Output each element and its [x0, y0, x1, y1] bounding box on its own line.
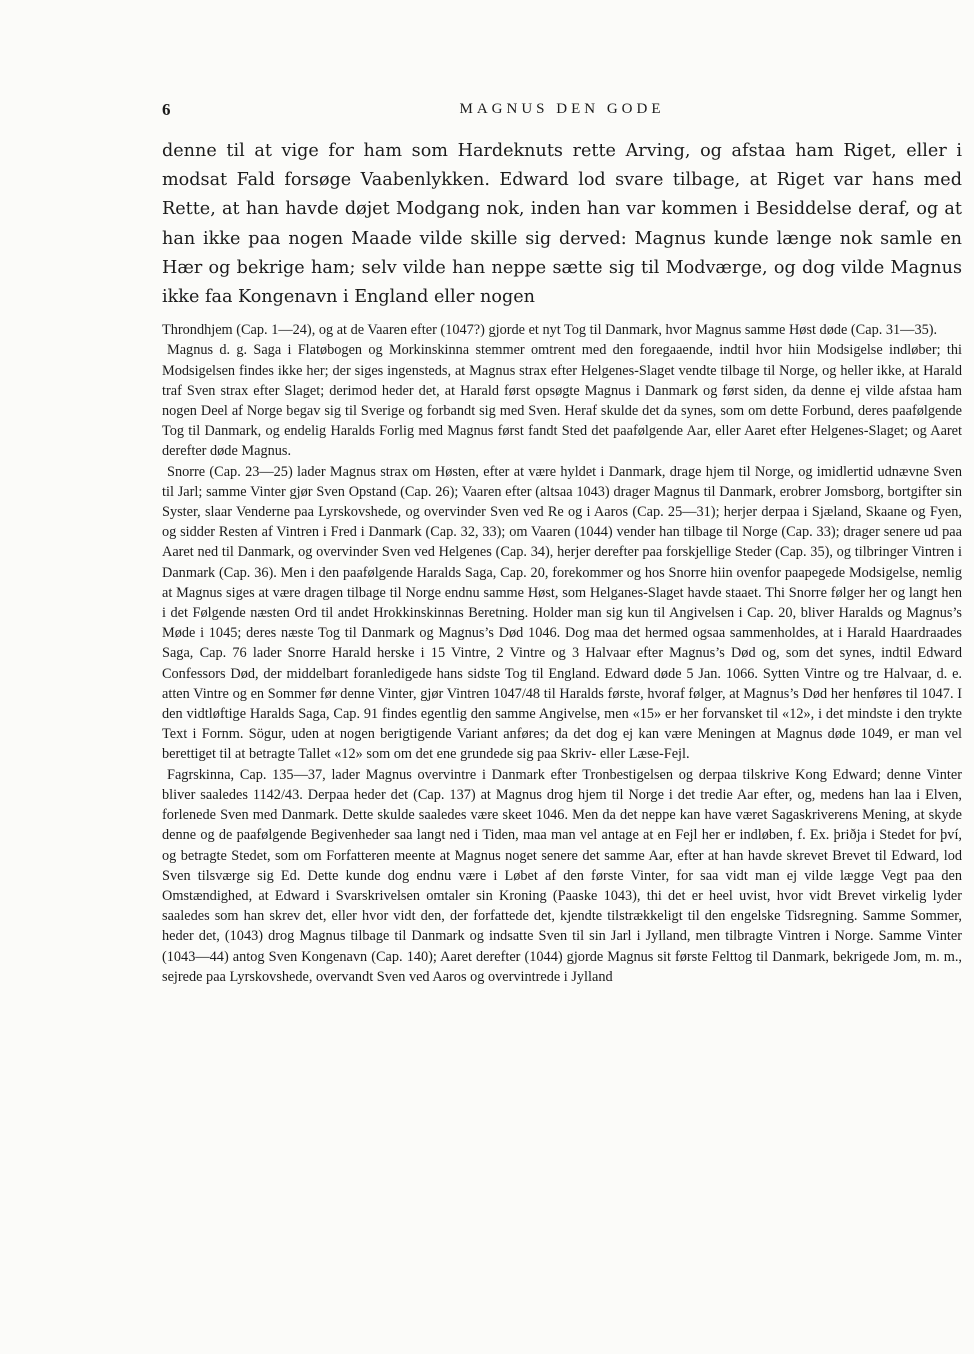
footnotes — [162, 320, 962, 987]
main-paragraph: denne til at vige for ham som Hardeknuts rette Arving, og afstaa ham Riget, eller i modsat Fald forsøge Vaabenlykken. Edward lod svare tilbage, at Riget var hans med Rette, at han havde døjet Modgang nok, inden han var kommen i Besiddelse deraf, og at han ikke paa nogen Maade vilde skille sig derved: Magnus kunde længe nok samle en Hær og bekrige ham; selv vilde han neppe sætte sig til Modværge, og dog vilde Magnus ikke faa Kongenavn i England eller nogen — [162, 141, 962, 308]
main-text — [162, 137, 962, 312]
note-paragraph: Fagrskinna, Cap. 135—37, lader Magnus overvintre i Danmark efter Tronbestigelsen og derpaa tilskrive Kong Edward; denne Vinter bliver saaledes 1142/43. Derpaa heder det (Cap. 137) at Magnus drog hjem til Norge i det tredie Aar efter, og, medens han laa i Elven, forlenede Sven med Danmark. Dette skulde saaledes være skeet 1046. Men da det neppe kan have været Sagaskriverens Mening, at skyde denne og de paafølgende Begivenheder saa langt ned i Tiden, maa man vel antage at en Fejl her er indløben, f. Ex. þriðja i Stedet for því, og betragte Stedet, som om Forfatteren meente at Magnus noget senere det samme Aar, efter at han havde skrevet Brevet til Edward, lod Sven tilsværge sig Ed. Dette kunde dog endnu være i Løbet af den første Vinter, for saa vidt man ej vilde lægge Vegt paa den Omstændighed, at Edward i Svarskrivelsen omtaler sin Kroning (Paaske 1043), thi det er heel uvist, hvor vidt Brevet virkelig lyder saaledes som han skrev det, eller hvor vidt den, der forfattede det, kjendte tilstrækkeligt til den engelske Tidsregning. Samme Sommer, heder det, (1043) drog Magnus tilbage til Danmark og indsatte Sven til sin Jarl i Jylland, men tilbragte Vintren i Norge. Samme Vinter (1043—44) antog Sven Kongenavn (Cap. 140); Aaret derefter (1044) gjorde Magnus sit første Felttog til Danmark, bekrigede Jom, m. m., sejrede paa Lyrskovshede, overvandt Sven ved Aaros og overvintrede i Jylland — [162, 766, 962, 985]
note-paragraph: Snorre (Cap. 23—25) lader Magnus strax om Høsten, efter at være hyldet i Danmark, drage hjem til Norge, og imidlertid udnævne Sven til Jarl; samme Vinter gjør Sven Opstand (Cap. 26); Vaaren efter (altsaa 1043) drager Magnus til Danmark, erobrer Jomsborg, bortgifter sin Syster, slaar Venderne paa Lyrskovshede, og overvinder Sven ved Re og i Aaros (Cap. 25—31); herjer derpaa i Sjæland, Skaane og Fyen, og sidder Resten af Vintren i Fred i Danmark (Cap. 32, 33); om Vaaren (1044) vender han tilbage til Norge (Cap. 33); drager senere ud paa Aaret ned til Danmark, og overvinder Sven ved Helgenes (Cap. 34), herjer derefter paa forskjellige Steder (Cap. 35), og tilbringer Vintren i Danmark (Cap. 36). Men i den paafølgende Haralds Saga, Cap. 20, forekommer og hos Snorre hiin ovenfor paapegede Modsigelse, nemlig at Magnus siges at være dragen tilbage til Norge endnu samme Høst, som Helganes-Slaget havde staaet. Thi Snorre følger her og langt hen i det Følgende næsten Ord til andet Hrokkinskinnas Beretning. Holder man sig kun til Angivelsen i Cap. 20, bliver Haralds og Magnus’s Møde i 1045; deres næste Tog til Danmark og Magnus’s Død 1046. Dog maa det hermed ogsaa sammenholdes, at i Harald Haardraades Saga, Cap. 76 lader Snorre Harald herske i 15 Vintre, 2 Vintre og 3 Halvaar efter Magnus’s Død og, som det synes, indtil Edward Confessors Død, der middelbart foranledigede hans sidste Tog til England. Edward døde 5 Jan. 1066. Sytten Vintre og tre Halvaar, d. e. atten Vintre og en Sommer før denne Vinter, gjør Vintren 1047/48 til Haralds første, hvoraf følger, at Magnus’s Død her henføres til 1047. I den vidtløftige Haralds Saga, Cap. 91 findes egentlig den samme Angivelse, men «15» er her forvansket til «12», i det mindste i den trykte Text i Fornm. Sögur, uden at nogen berigtigende Variant anføres; da det dog ej kan være Meningen at Magnus døde 1049, er man vel berettiget til at betragte Tallet «12» som om det ene grundede sig paa Skriv- eller Læse-Fejl. — [162, 463, 962, 763]
page — [162, 96, 962, 987]
running-title: MAGNUS DEN GODE — [459, 101, 665, 117]
running-header — [162, 96, 962, 124]
note-paragraph: Magnus d. g. Saga i Flatøbogen og Morkinskinna stemmer omtrent med den foregaaende, indtil hvor hiin Modsigelse indløber; thi Modsigelsen findes ikke her; der siges ingensteds, at Magnus strax efter Helgenes-Slaget vendte tilbage til Norge, og heller ikke, at Harald traf Sven strax efter Slaget; derimod heder det, at Harald først opsøgte Magnus i Danmark og først siden, da denne ej vilde afstaa ham nogen Deel af Norge begav sig til Sverige og forbandt sig med Sven. Heraf skulde det da synes, som om dette Forbund, deres paafølgende Tog til Danmark, og endelig Haralds Forlig med Magnus først fandt Sted det paafølgende Aar, eller Aaret efter Helgenes-Slaget; og Aaret derefter døde Magnus. — [162, 342, 962, 460]
note-paragraph: Throndhjem (Cap. 1—24), og at de Vaaren efter (1047?) gjorde et nyt Tog til Danmark, hvor Magnus samme Høst døde (Cap. 31—35). — [162, 322, 938, 339]
page-number: 6 — [162, 100, 171, 119]
